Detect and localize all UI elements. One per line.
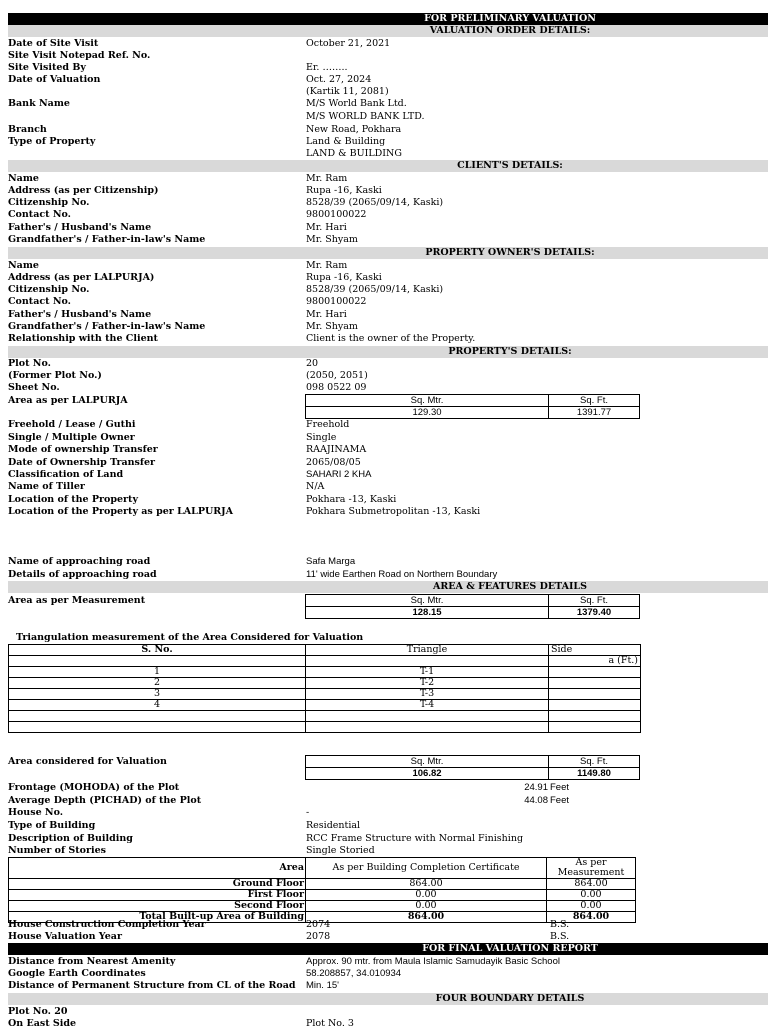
row-owner-address: Address (as per LALPURJA) Rupa -16, Kaski bbox=[8, 272, 382, 283]
row-branch: Branch New Road, Pokhara bbox=[8, 124, 402, 135]
area-considered-table: Sq. Mtr. Sq. Ft. 106.82 1149.80 bbox=[305, 755, 640, 780]
row-house-no: House No. - bbox=[8, 807, 310, 818]
table-row: 1 T-1 bbox=[9, 667, 641, 678]
row-notepad: Site Visit Notepad Ref. No. bbox=[8, 50, 151, 61]
row-site-visit: Date of Site Visit October 21, 2021 bbox=[8, 38, 391, 49]
row-type-upper: LAND & BUILDING bbox=[306, 148, 402, 159]
row-client-citizenship: Citizenship No. 8528/39 (2065/09/14, Kaski) bbox=[8, 197, 444, 208]
row-stories: Number of Stories Single Storied bbox=[8, 845, 375, 856]
table-row: Ground Floor 864.00 864.00 bbox=[9, 879, 636, 890]
row-plot: Plot No. 20 bbox=[8, 358, 319, 369]
section-header-owner: PROPERTY OWNER'S DETAILS: bbox=[8, 247, 768, 259]
row-area-lalpurja: Area as per LALPURJA bbox=[8, 395, 128, 406]
section-header-client: CLIENT'S DETAILS: bbox=[8, 160, 768, 172]
row-completion-year: House Construction Completion Year 2074 B.S. bbox=[8, 919, 570, 930]
triangulation-title: Triangulation measurement of the Area Considered for Valuation bbox=[16, 632, 364, 643]
row-client-grandfather: Grandfather's / Father-in-law's Name Mr. Shyam bbox=[8, 234, 358, 245]
area-measurement-table: Sq. Mtr. Sq. Ft. 128.15 1379.40 bbox=[305, 594, 640, 619]
triangulation-table: S. No. Triangle Side a (Ft.) 1 T-1 2 T-2 3 T-3 4 T-4 bbox=[8, 644, 641, 733]
row-location: Location of the Property Pokhara -13, Kaski bbox=[8, 494, 397, 505]
row-owner-type: Single / Multiple Owner Single bbox=[8, 432, 337, 443]
row-road-name: Name of approaching road Safa Marga bbox=[8, 556, 356, 567]
row-owner-grandfather: Grandfather's / Father-in-law's Name Mr. Shyam bbox=[8, 321, 358, 332]
table-row: 4 T-4 bbox=[9, 700, 641, 711]
row-owner-name: Name Mr. Ram bbox=[8, 260, 348, 271]
row-transfer-mode: Mode of ownership Transfer RAAJINAMA bbox=[8, 444, 367, 455]
row-owner-contact: Contact No. 9800100022 bbox=[8, 296, 367, 307]
area-lalpurja-table: Sq. Mtr. Sq. Ft. 129.30 1391.77 bbox=[305, 394, 640, 419]
row-valuation-date: Date of Valuation Oct. 27, 2024 bbox=[8, 74, 372, 85]
row-client-name: Name Mr. Ram bbox=[8, 173, 348, 184]
row-location-lalpurja: Location of the Property as per LALPURJA Pokhara Submetropolitan -13, Kaski bbox=[8, 506, 481, 517]
row-area-measurement: Area as per Measurement bbox=[8, 595, 146, 606]
section-header-property: PROPERTY'S DETAILS: bbox=[8, 346, 768, 358]
row-amenity: Distance from Nearest Amenity Approx. 90 mtr. from Maula Islamic Samudayik Basic School bbox=[8, 956, 560, 967]
row-land-class: Classification of Land SAHARI 2 KHA bbox=[8, 469, 372, 480]
row-boundary-east: On East Side Plot No. 3 bbox=[8, 1018, 354, 1029]
row-sheet: Sheet No. 098 0522 09 bbox=[8, 382, 367, 393]
row-valuation-date-bs: (Kartik 11, 2081) bbox=[306, 86, 389, 97]
row-client-father: Father's / Husband's Name Mr. Hari bbox=[8, 222, 347, 233]
row-frontage: Frontage (MOHODA) of the Plot 24.91 Feet bbox=[8, 782, 570, 793]
row-tiller: Name of Tiller N/A bbox=[8, 481, 325, 492]
row-owner-father: Father's / Husband's Name Mr. Hari bbox=[8, 309, 347, 320]
table-row: 3 T-3 bbox=[9, 689, 641, 700]
table-row: 2 T-2 bbox=[9, 678, 641, 689]
row-boundary-plot: Plot No. 20 bbox=[8, 1006, 68, 1017]
table-row: Second Floor 0.00 0.00 bbox=[9, 901, 636, 912]
row-structure-distance: Distance of Permanent Structure from CL of the Road Min. 15' bbox=[8, 980, 339, 991]
row-road-details: Details of approaching road 11' wide Earthen Road on Northern Boundary bbox=[8, 569, 498, 580]
row-bank-upper: M/S WORLD BANK LTD. bbox=[306, 111, 425, 122]
row-bank: Bank Name M/S World Bank Ltd. bbox=[8, 98, 407, 109]
row-coordinates: Google Earth Coordinates 58.208857, 34.010934 bbox=[8, 968, 402, 979]
row-client-address: Address (as per Citizenship) Rupa -16, Kaski bbox=[8, 185, 382, 196]
section-header-final: FOR FINAL VALUATION REPORT bbox=[8, 943, 768, 955]
row-visited-by: Site Visited By Er. …….. bbox=[8, 62, 348, 73]
row-building-desc: Description of Building RCC Frame Structure with Normal Finishing bbox=[8, 833, 524, 844]
row-freehold: Freehold / Lease / Guthi Freehold bbox=[8, 419, 350, 430]
row-building-type: Type of Building Residential bbox=[8, 820, 361, 831]
table-row: First Floor 0.00 0.00 bbox=[9, 890, 636, 901]
row-valuation-year: House Valuation Year 2078 B.S. bbox=[8, 931, 570, 942]
row-owner-citizenship: Citizenship No. 8528/39 (2065/09/14, Kaski) bbox=[8, 284, 444, 295]
building-area-table: Area As per Building Completion Certificate As per Measurement Ground Floor 864.00 864.00 First Floor 0.00 0.00 Second Floor 0.00 0.00 Total Built-up Area of Building 864.00 864.00 bbox=[8, 857, 636, 923]
section-header-boundary: FOUR BOUNDARY DETAILS bbox=[8, 993, 768, 1005]
row-transfer-date: Date of Ownership Transfer 2065/08/05 bbox=[8, 457, 361, 468]
row-client-contact: Contact No. 9800100022 bbox=[8, 209, 367, 220]
row-type: Type of Property Land & Building bbox=[8, 136, 386, 147]
table-row: Total Built-up Area of Building 864.00 864.00 bbox=[9, 912, 636, 923]
row-former-plot: (Former Plot No.) (2050, 2051) bbox=[8, 370, 368, 381]
row-area-considered: Area considered for Valuation bbox=[8, 756, 167, 767]
section-header-order: VALUATION ORDER DETAILS: bbox=[8, 25, 768, 37]
section-header-area: AREA & FEATURES DETAILS bbox=[8, 581, 768, 593]
row-depth: Average Depth (PICHAD) of the Plot 44.08 Feet bbox=[8, 795, 570, 806]
section-header-preliminary: FOR PRELIMINARY VALUATION bbox=[8, 13, 768, 25]
row-owner-relation: Relationship with the Client Client is the owner of the Property. bbox=[8, 333, 476, 344]
